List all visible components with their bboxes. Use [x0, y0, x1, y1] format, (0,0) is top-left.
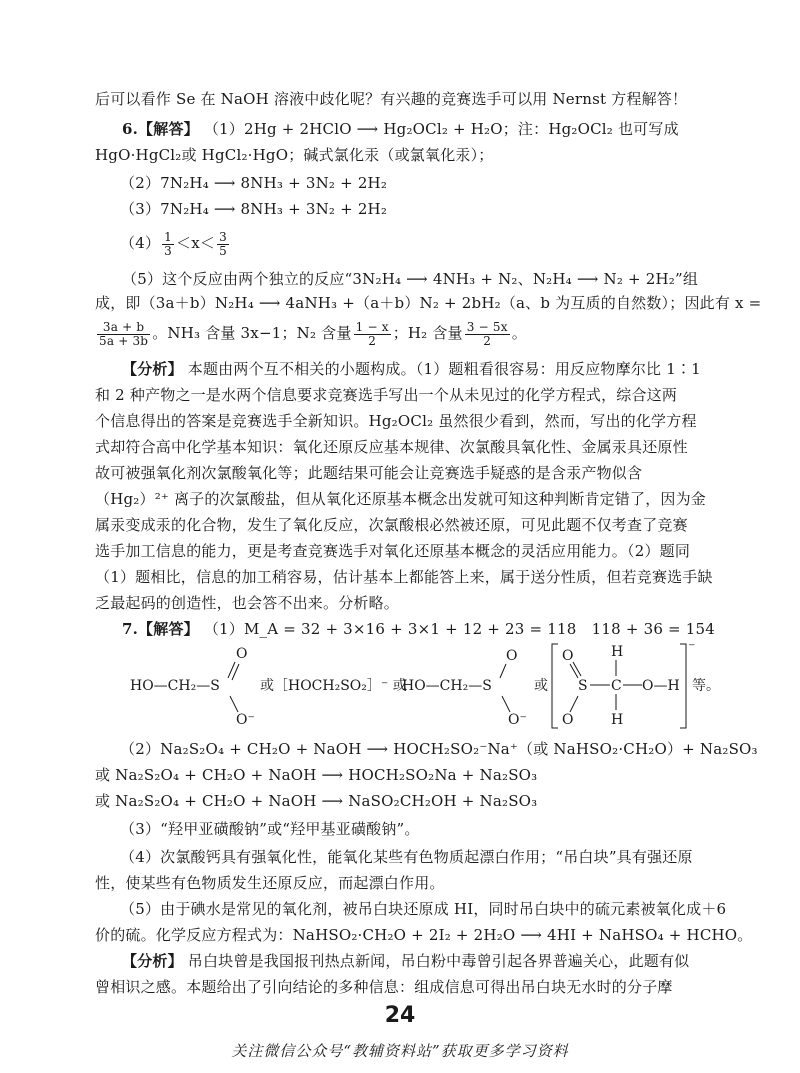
q7-answer-4b: 性，使某些有色物质发生还原反应，而起漂白作用。	[95, 874, 445, 892]
numerator: 1	[164, 229, 172, 244]
bracket-left	[552, 644, 558, 728]
q6-answer-5b: 成，即（3a＋b）N₂H₄ ⟶ 4aNH₃ +（a＋b）N₂ + 2bH₂（a、b 为互质的自然数）；因此有 x =	[95, 294, 762, 312]
q7-line-1	[122, 618, 742, 640]
denominator: 5	[219, 243, 227, 258]
structure-1-chain: HO—CH₂—S	[130, 678, 220, 694]
text: 。	[511, 324, 527, 342]
alternate-2: 或	[534, 678, 548, 694]
text-line: 属汞变成汞的化合物，发生了氧化反应，次氯酸根必然被还原，可见此题不仅考查了竞赛	[95, 516, 688, 534]
fraction-three-fifths	[217, 231, 229, 258]
structure-2-chain: HO—CH₂—S	[402, 678, 492, 694]
alternate-1: 或［HOCH₂SO₂］⁻ 或	[260, 678, 407, 694]
analysis-tag: 【分析】	[122, 360, 183, 378]
q7-answer-5a: （5）由于碘水是常见的氧化剂，被吊白块还原成 HI，同时吊白块中的硫元素被氧化成＋6	[120, 900, 727, 918]
denominator: 5a + 3b	[99, 333, 149, 348]
structure-3-hydrogen-top: H	[611, 644, 624, 660]
structure-1-oxygen-bottom: O⁻	[236, 712, 255, 728]
q7-answer-2a: （2）Na₂S₂O₄ + CH₂O + NaOH ⟶ HOCH₂SO₂⁻Na⁺（或 NaHSO₂·CH₂O）+ Na₂SO₃	[120, 740, 758, 758]
fraction-n2	[354, 321, 391, 348]
structure-3-carbon: C	[611, 678, 622, 694]
text-line: 式却符合高中化学基本知识：氧化还原反应基本规律、次氯酸具氧化性、金属汞具还原性	[95, 438, 688, 456]
q6-answer-5a: （5）这个反应由两个独立的反应“3N₂H₄ ⟶ 4NH₃ + N₂、N₂H₄ ⟶ N₂ + 2H₂”组	[122, 270, 699, 288]
denominator: 2	[483, 333, 492, 348]
text: 吊白块曾是我国报刊热点新闻，吊白粉中毒曾引起各界普遍关心，此题有似	[187, 952, 690, 970]
numerator: 1 − x	[355, 319, 389, 334]
text: 。NH₃ 含量 3x−1；N₂ 含量	[152, 324, 352, 342]
fraction-h2	[465, 321, 510, 348]
bond-line	[500, 664, 506, 678]
text-line: 选手加工信息的能力，更是考查竞赛选手对氧化还原基本概念的灵活应用能力。（2）题同	[95, 542, 691, 560]
structure-1-oxygen-top: O	[236, 646, 248, 662]
denominator: 3	[164, 243, 172, 258]
q6-answer-3: （3）7N₂H₄ ⟶ 8NH₃ + 3N₂ + 2H₂	[120, 200, 388, 218]
bracket-right	[680, 644, 686, 728]
q6-answer-2: （2）7N₂H₄ ⟶ 8NH₃ + 3N₂ + 2H₂	[120, 174, 388, 192]
text-line: （1）题相比，信息的加工稍容易，估计基本上都能答上来，属于送分性质，但若竞赛选手缺	[95, 568, 713, 586]
numerator: 3	[219, 229, 227, 244]
bond-line	[573, 662, 581, 676]
q7-answer-3: （3）“羟甲亚磺酸钠”或“羟甲基亚磺酸钠”。	[120, 820, 420, 838]
structural-formulas	[120, 640, 720, 730]
inequality: ＜x＜	[176, 234, 216, 252]
structure-3-hydrogen-bottom: H	[611, 712, 624, 728]
q6-answer-1: （1）2Hg + 2HClO ⟶ Hg₂OCl₂ + H₂O；注：Hg₂OCl₂ 也可写成	[203, 120, 679, 138]
structure-tail: 等。	[692, 678, 720, 694]
denominator: 2	[368, 333, 377, 348]
fraction-one-third	[162, 231, 174, 258]
text-line: 和 2 种产物之一是水两个信息要求竞赛选手写出一个从未见过的化学方程式，综合这两	[95, 386, 678, 404]
structure-3-sulfur: S	[578, 678, 588, 694]
q7-answer-2c: 或 Na₂S₂O₄ + CH₂O + NaOH ⟶ NaSO₂CH₂OH + Na₂SO₃	[95, 792, 538, 810]
q7-answer-4a: （4）次氯酸钙具有强氧化性，能氧化某些有色物质起漂白作用；“吊白块”具有强还原	[120, 848, 693, 866]
structure-3-charge: ⁻	[688, 640, 696, 656]
structure-2-oxygen-bottom: O⁻	[508, 712, 527, 728]
text-line: （Hg₂）²⁺ 离子的次氯酸盐，但从氧化还原基本概念出发就可知这种判断肯定错了，因为金	[95, 490, 706, 508]
bond-line	[570, 696, 578, 712]
q7-heading: 7.【解答】	[122, 620, 199, 638]
q7-answer-2b: 或 Na₂S₂O₄ + CH₂O + NaOH ⟶ HOCH₂SO₂Na + Na₂SO₃	[95, 766, 538, 784]
structure-3-oxygen-top: O	[562, 648, 574, 664]
text-line: HgO·HgCl₂或 HgCl₂·HgO；碱式氯化汞（或氯氧化汞）；	[95, 146, 494, 164]
numerator: 3a + b	[97, 321, 150, 335]
text-line: 后可以看作 Se 在 NaOH 溶液中歧化呢？有兴趣的竞赛选手可以用 Nernst 方程解答！	[95, 90, 688, 108]
structure-3-hydroxyl: O—H	[642, 678, 680, 694]
q7-answer-1: （1）M_A = 32 + 3×16 + 3×1 + 12 + 23 = 118 118 + 36 = 154	[203, 620, 716, 638]
bond-line	[570, 664, 578, 678]
text: 本题由两个互不相关的小题构成。（1）题粗看很容易：用反应物摩尔比 1∶1	[187, 360, 701, 378]
q6-line-1	[122, 118, 742, 140]
bond-line	[230, 696, 238, 712]
page-number: 24	[384, 1003, 416, 1028]
text-line: 乏最起码的创造性，也会答不出来。分析略。	[95, 594, 400, 612]
structure-3-oxygen-bottom: O	[562, 712, 574, 728]
text-line: 曾相识之感。本题给出了引向结论的多种信息：组成信息可得出吊白块无水时的分子摩	[95, 978, 673, 996]
structure-drawing	[120, 640, 720, 730]
analysis-1-line	[122, 358, 742, 380]
text-line: 个信息得出的答案是竞赛选手全新知识。Hg₂OCl₂ 虽然很少看到，然而，写出的化学方程	[95, 412, 697, 430]
fraction-x	[97, 321, 150, 348]
label: （4）	[120, 234, 161, 252]
q6-heading: 6.【解答】	[122, 120, 199, 138]
text: ；H₂ 含量	[392, 324, 463, 342]
q6-answer-4	[120, 226, 740, 260]
footer-note: 关注微信公众号“教辅资料站”获取更多学习资料	[231, 1042, 569, 1060]
numerator: 3 − 5x	[466, 319, 508, 334]
q6-answer-5c	[95, 316, 715, 350]
q7-answer-5b: 价的硫。化学反应方程式为：NaHSO₂·CH₂O + 2I₂ + 2H₂O ⟶ 4HI + NaHSO₄ + HCHO。	[95, 926, 753, 944]
analysis-2-line	[122, 950, 742, 972]
text-line: 故可被强氧化剂次氯酸氧化等；此题结果可能会让竞赛选手疑惑的是含汞产物似含	[95, 464, 643, 482]
structure-2-oxygen-top: O	[506, 648, 518, 664]
analysis-tag: 【分析】	[122, 952, 183, 970]
bond-line	[502, 696, 510, 712]
